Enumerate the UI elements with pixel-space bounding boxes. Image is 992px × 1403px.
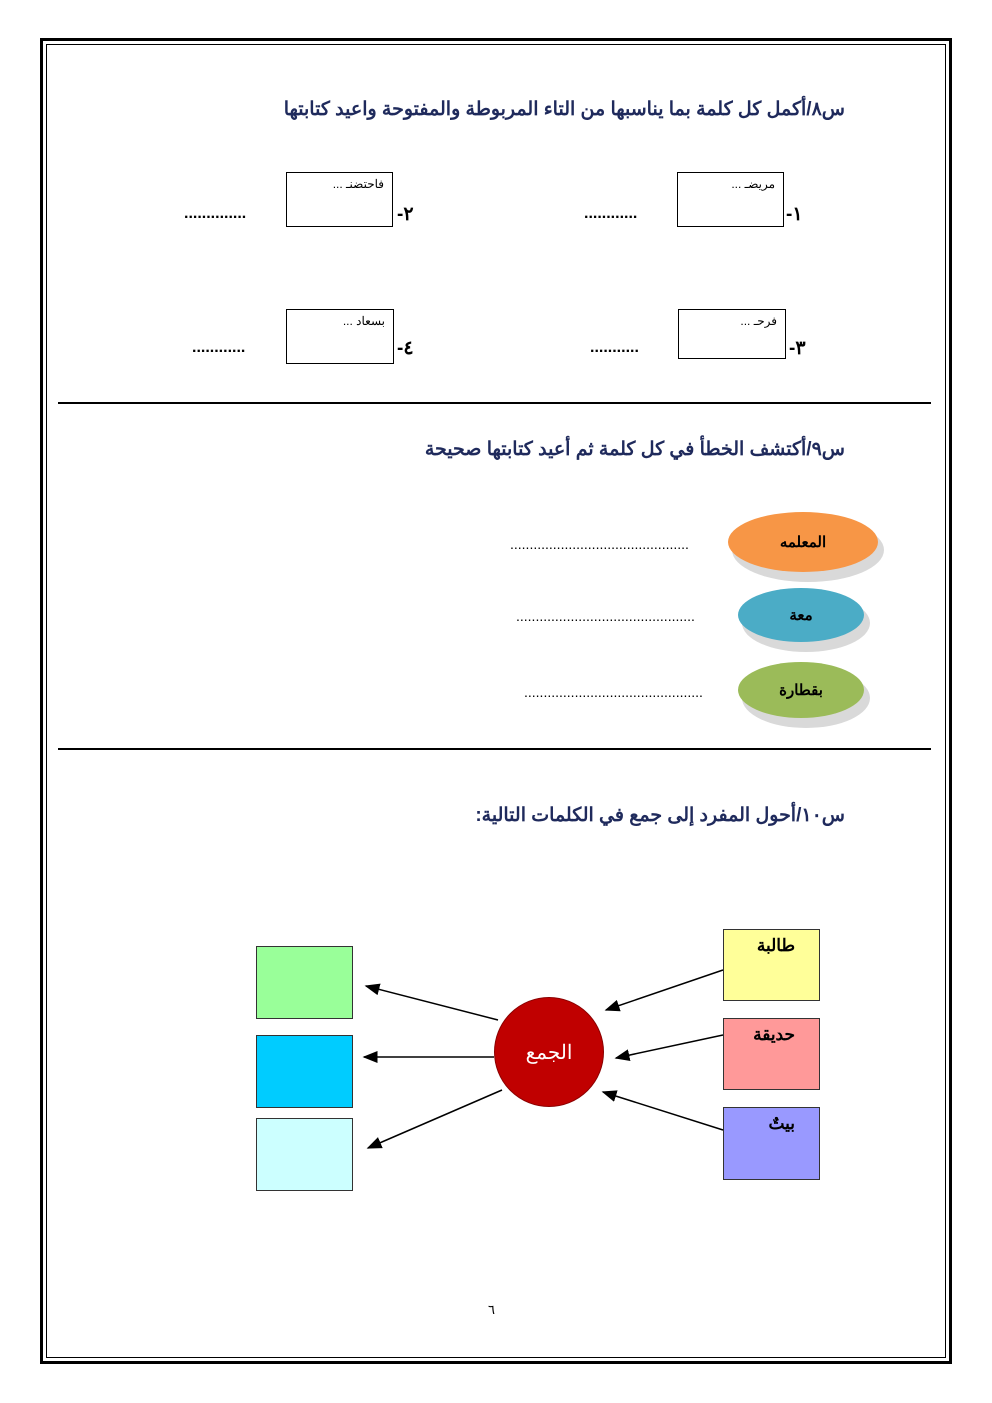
q8-item-4-answer-line[interactable]: ............ — [192, 339, 246, 356]
q10-word-1: طالبة — [756, 936, 795, 955]
q8-item-1-word: مريضـ ... — [731, 177, 775, 191]
arrow-answer-3 — [368, 1090, 502, 1148]
arrow-word-1 — [606, 970, 723, 1010]
q9-item-2-word: معة — [789, 607, 813, 624]
q8-title: س٨/أكمل كل كلمة بما يناسبها من التاء المربوطة والمفتوحة واعيد كتابتها — [283, 99, 845, 120]
q8-item-3-answer-line[interactable]: ........... — [590, 339, 639, 356]
q9-item-3-word: بقطارة — [779, 682, 823, 699]
q8-item-2-number: ٢- — [397, 204, 414, 225]
q10-word-3: بيتٌ — [768, 1114, 795, 1133]
q9-item-1-word: المعلمه — [779, 534, 827, 551]
q9-item-2-answer-line[interactable]: .............................................. — [516, 608, 695, 624]
q10-title: س١٠/أحول المفرد إلى جمع في الكلمات التالية: — [475, 805, 845, 826]
q8-item-1-number: ١- — [786, 204, 803, 225]
q9-title: س٩/أكتشف الخطأ في كل كلمة ثم أعيد كتابتها صحيحة — [424, 439, 845, 460]
page-number: ٦ — [488, 1302, 495, 1317]
arrow-word-2 — [616, 1035, 723, 1058]
q8-item-2-word: فاحتضنـ ... — [332, 177, 384, 191]
arrow-word-3 — [603, 1092, 723, 1130]
q8-item-4-number: ٤- — [397, 338, 414, 359]
q10-center-circle — [494, 997, 604, 1107]
q10-center-label: الجمع — [525, 1041, 573, 1064]
q10-word-2: حديقة — [753, 1025, 795, 1044]
arrow-answer-1 — [366, 986, 498, 1020]
q9-item-3-answer-line[interactable]: .............................................. — [524, 684, 703, 700]
q9-item-1-answer-line[interactable]: .............................................. — [510, 536, 689, 552]
q8-item-3-word: فرحـ ... — [740, 314, 777, 328]
q8-item-4-word: بسعاد ... — [342, 314, 385, 328]
q8-item-1-answer-line[interactable]: ............ — [584, 205, 638, 222]
q8-item-2-answer-line[interactable]: .............. — [184, 205, 247, 222]
q8-item-3-number: ٣- — [789, 338, 806, 359]
